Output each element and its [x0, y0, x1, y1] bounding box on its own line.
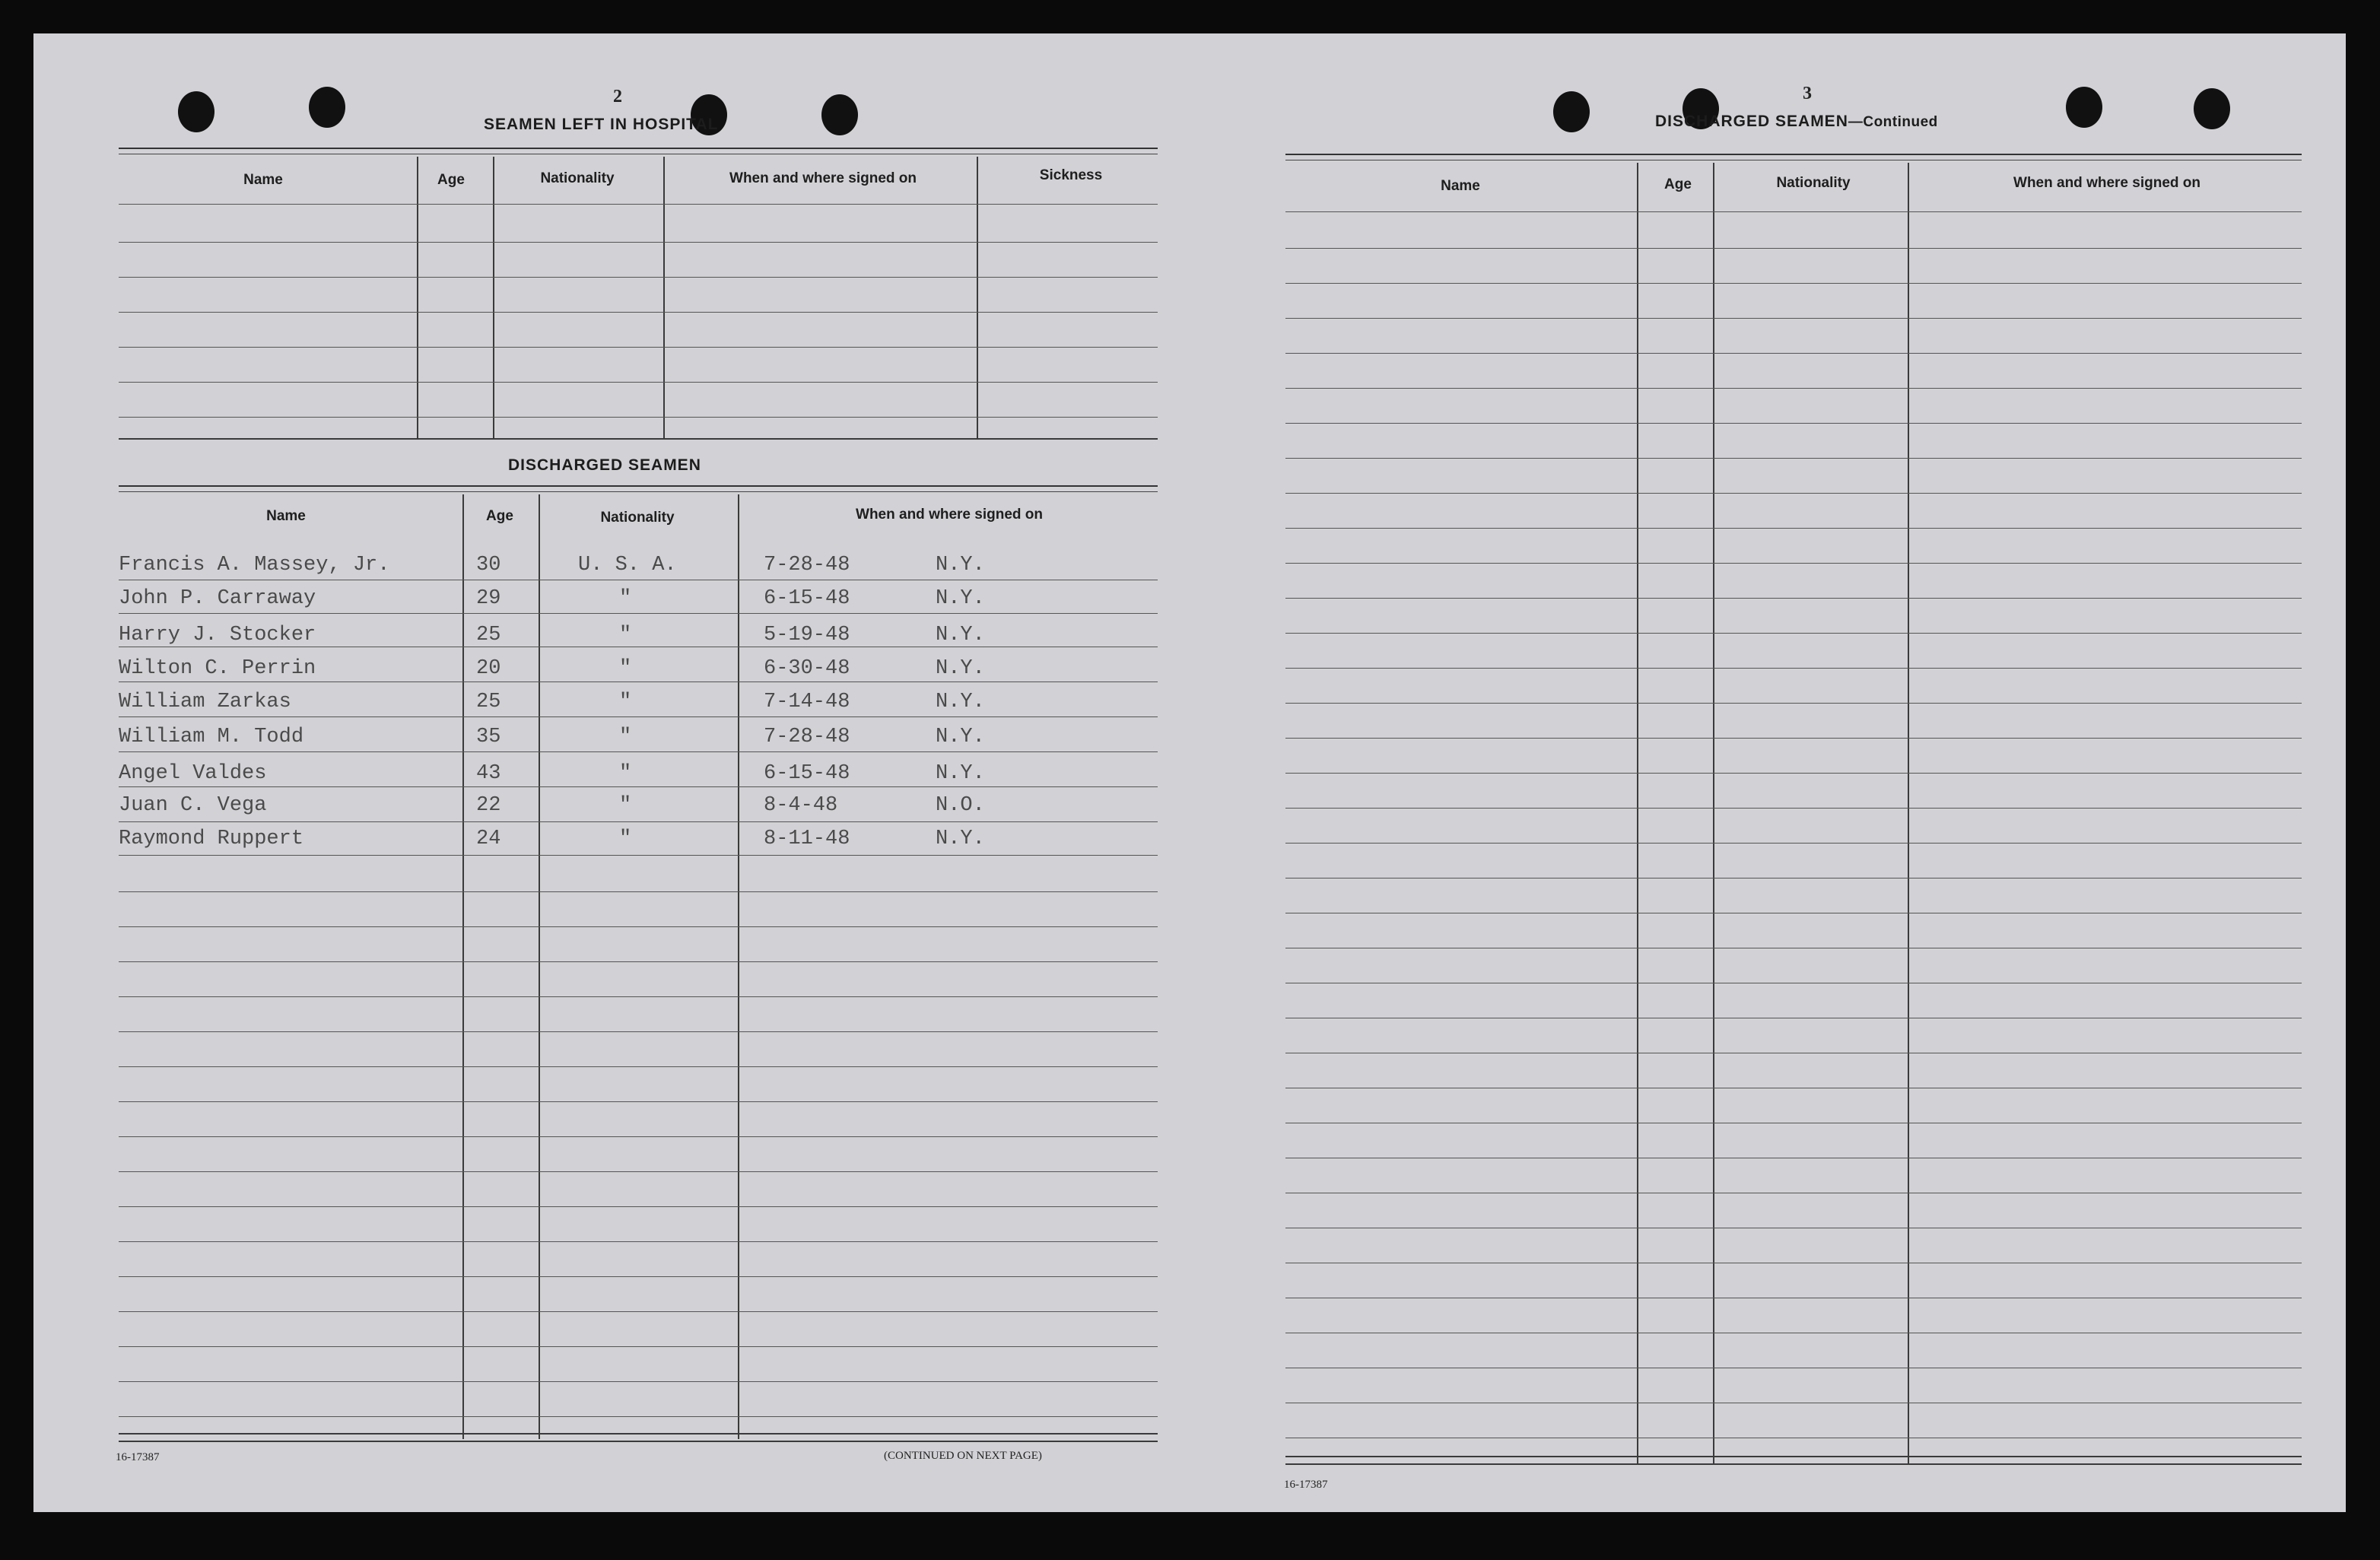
seaman-name: Wilton C. Perrin: [119, 657, 316, 680]
form-number: 16-17387: [1284, 1479, 1328, 1491]
signed-on-date: 7-28-48: [764, 726, 850, 748]
column-header-signed-on: When and where signed on: [856, 507, 1043, 523]
signed-on-date: 8-4-48: [764, 794, 838, 817]
seaman-name: John P. Carraway: [119, 587, 316, 610]
column-header-signed-on: When and where signed on: [729, 170, 917, 186]
punch-hole: [821, 94, 858, 135]
signed-on-date: 6-15-48: [764, 762, 850, 785]
seaman-age: 25: [476, 624, 501, 647]
seaman-name: Harry J. Stocker: [119, 624, 316, 647]
signed-on-place: N.O.: [936, 794, 985, 817]
signed-on-place: N.Y.: [936, 624, 985, 647]
punch-hole: [2194, 88, 2230, 129]
signed-on-place: N.Y.: [936, 726, 985, 748]
scanned-document: [33, 33, 2346, 1512]
seaman-name: Juan C. Vega: [119, 794, 267, 817]
left-page: [33, 33, 1190, 1512]
column-header-name: Name: [1441, 178, 1480, 194]
column-header-age: Age: [437, 172, 465, 188]
right-page: [1190, 33, 2346, 1512]
column-header-nationality: Nationality: [540, 170, 615, 186]
seaman-nationality: ": [619, 828, 632, 850]
seaman-nationality: ": [619, 794, 632, 817]
seaman-nationality: ": [619, 726, 632, 748]
punch-hole: [178, 91, 214, 132]
seaman-name: Francis A. Massey, Jr.: [119, 554, 390, 577]
seaman-age: 43: [476, 762, 501, 785]
seaman-name: Raymond Ruppert: [119, 828, 304, 850]
seaman-age: 29: [476, 587, 501, 610]
page-number: 2: [613, 87, 622, 106]
discharged-continued-title: DISCHARGED SEAMEN—Continued: [1655, 113, 1938, 130]
seaman-name: William Zarkas: [119, 691, 291, 713]
discharged-section-title: DISCHARGED SEAMEN: [508, 456, 701, 474]
signed-on-place: N.Y.: [936, 828, 985, 850]
continued-note: (CONTINUED ON NEXT PAGE): [884, 1450, 1042, 1462]
signed-on-place: N.Y.: [936, 657, 985, 680]
hospital-section-title: SEAMEN LEFT IN HOSPITAL: [484, 116, 719, 133]
seaman-nationality: ": [619, 691, 632, 713]
seaman-age: 30: [476, 554, 501, 577]
seaman-age: 35: [476, 726, 501, 748]
form-number: 16-17387: [116, 1451, 160, 1463]
signed-on-date: 6-30-48: [764, 657, 850, 680]
page-number: 3: [1803, 84, 1812, 103]
signed-on-date: 8-11-48: [764, 828, 850, 850]
signed-on-date: 7-28-48: [764, 554, 850, 577]
seaman-age: 20: [476, 657, 501, 680]
seaman-nationality: ": [619, 624, 632, 647]
seaman-age: 25: [476, 691, 501, 713]
seaman-nationality: ": [619, 587, 632, 610]
column-header-nationality: Nationality: [1776, 175, 1851, 191]
signed-on-place: N.Y.: [936, 691, 985, 713]
punch-hole: [309, 87, 345, 128]
seaman-name: William M. Todd: [119, 726, 304, 748]
column-header-name: Name: [266, 508, 306, 524]
seaman-name: Angel Valdes: [119, 762, 267, 785]
signed-on-date: 7-14-48: [764, 691, 850, 713]
seaman-nationality: U. S. A.: [578, 554, 677, 577]
signed-on-date: 5-19-48: [764, 624, 850, 647]
signed-on-place: N.Y.: [936, 587, 985, 610]
seaman-age: 24: [476, 828, 501, 850]
signed-on-place: N.Y.: [936, 762, 985, 785]
seaman-nationality: ": [619, 657, 632, 680]
punch-hole: [1553, 91, 1590, 132]
punch-hole: [2066, 87, 2102, 128]
column-header-nationality: Nationality: [600, 510, 675, 526]
signed-on-date: 6-15-48: [764, 587, 850, 610]
seaman-age: 22: [476, 794, 501, 817]
seaman-nationality: ": [619, 762, 632, 785]
column-header-age: Age: [1664, 176, 1692, 192]
signed-on-place: N.Y.: [936, 554, 985, 577]
column-header-signed-on: When and where signed on: [2013, 175, 2200, 191]
column-header-name: Name: [243, 172, 283, 188]
column-header-sickness: Sickness: [1039, 167, 1103, 183]
column-header-age: Age: [486, 508, 513, 524]
